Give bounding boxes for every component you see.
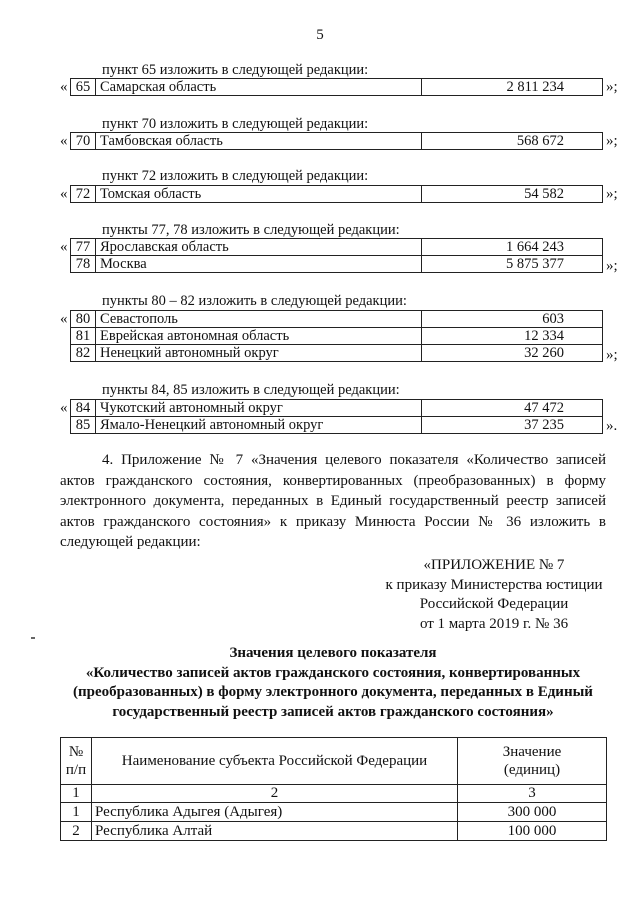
amendment-table (70, 399, 603, 434)
heading-line: государственный реестр записей актов гражданского состояния» (112, 703, 554, 720)
region-value: 1 664 243 (422, 239, 603, 256)
row-number: 1 (61, 803, 92, 822)
page-number: 5 (316, 27, 324, 43)
close-quote: »; (606, 258, 618, 274)
close-quote: »; (606, 186, 618, 202)
column-number-row (61, 785, 607, 803)
region-value: 32 260 (422, 345, 603, 362)
table-row (71, 345, 603, 362)
table-heading (60, 644, 606, 722)
table-row (71, 311, 603, 328)
region-value: 300 000 (458, 803, 607, 822)
open-quote: « (60, 79, 68, 95)
close-quote: »; (606, 347, 618, 363)
header-number (61, 738, 92, 785)
region-name: Еврейская автономная область (96, 328, 422, 345)
row-number: 85 (71, 417, 96, 434)
region-value: 603 (422, 311, 603, 328)
amendment-table (70, 238, 603, 273)
table-row (71, 239, 603, 256)
row-number: 81 (71, 328, 96, 345)
column-number: 2 (92, 785, 458, 803)
header-number-abbr: п/п (65, 762, 87, 778)
column-number: 1 (61, 785, 92, 803)
close-quote: »; (606, 79, 618, 95)
region-value: 37 235 (422, 417, 603, 434)
row-number: 84 (71, 400, 96, 417)
heading-line: «Количество записей актов гражданского состояния, конвертированных (85, 664, 581, 681)
header-value-unit: (единиц) (503, 762, 561, 778)
row-number: 65 (71, 79, 96, 96)
table-header-row (61, 738, 607, 785)
row-number: 80 (71, 311, 96, 328)
region-name: Чукотский автономный округ (96, 400, 422, 417)
table-row (71, 186, 603, 203)
region-name: Республика Адыгея (Адыгея) (92, 803, 458, 822)
region-value: 54 582 (422, 186, 603, 203)
section-intro: пункт 65 изложить в следующей редакции: (102, 62, 369, 78)
region-value: 100 000 (458, 822, 607, 841)
table-row (61, 803, 607, 822)
row-number: 2 (61, 822, 92, 841)
region-value: 12 334 (422, 328, 603, 345)
region-name: Ямало-Ненецкий автономный округ (96, 417, 422, 434)
region-value: 47 472 (422, 400, 603, 417)
region-value: 2 811 234 (422, 79, 603, 96)
header-value (458, 738, 607, 785)
region-name: Республика Алтай (92, 822, 458, 841)
appendix-line: к приказу Министерства юстиции (385, 576, 603, 593)
open-quote: « (60, 186, 68, 202)
appendix-date: от 1 марта 2019 г. № 36 (419, 615, 569, 632)
section-intro: пункты 80 – 82 изложить в следующей редакции: (102, 293, 407, 309)
header-number-sign: № (68, 744, 84, 760)
heading-line: Значения целевого показателя (229, 645, 437, 661)
region-name: Самарская область (96, 79, 422, 96)
region-name: Севастополь (96, 311, 422, 328)
open-quote: « (60, 311, 68, 327)
header-value-title: Значение (502, 744, 562, 760)
table-row (71, 133, 603, 150)
row-number: 70 (71, 133, 96, 150)
region-value: 568 672 (422, 133, 603, 150)
row-number: 82 (71, 345, 96, 362)
amendment-table (70, 310, 603, 362)
open-quote: « (60, 400, 68, 416)
region-name: Москва (96, 256, 422, 273)
section-intro: пункт 72 изложить в следующей редакции: (102, 168, 369, 184)
region-name: Тамбовская область (96, 133, 422, 150)
close-quote: ». (606, 418, 618, 434)
amendment-table (70, 132, 603, 150)
table-row (71, 79, 603, 96)
close-quote: »; (606, 133, 618, 149)
region-name: Ярославская область (96, 239, 422, 256)
amendment-table (70, 78, 603, 96)
open-quote: « (60, 239, 68, 255)
paragraph-4 (60, 450, 606, 553)
values-table (60, 737, 607, 841)
row-number: 78 (71, 256, 96, 273)
region-value: 5 875 377 (422, 256, 603, 273)
scan-mark (31, 637, 35, 639)
open-quote: « (60, 133, 68, 149)
amendment-table (70, 185, 603, 203)
appendix-title: «ПРИЛОЖЕНИЕ № 7 (423, 557, 565, 573)
row-number: 77 (71, 239, 96, 256)
region-name: Томская область (96, 186, 422, 203)
table-row (71, 328, 603, 345)
section-intro: пункт 70 изложить в следующей редакции: (102, 116, 369, 132)
appendix-block (380, 556, 608, 634)
header-name: Наименование субъекта Российской Федерации (92, 738, 458, 785)
table-row (71, 417, 603, 434)
section-intro: пункты 77, 78 изложить в следующей редакции: (102, 222, 400, 238)
column-number: 3 (458, 785, 607, 803)
table-row (71, 400, 603, 417)
section-intro: пункты 84, 85 изложить в следующей редакции: (102, 382, 400, 398)
paragraph-text: 4. Приложение № 7 «Значения целевого показателя «Количество записей актов гражданского состояния, конвертированных (преобразованных) в форму электронного документа, переданных в Единый государственный реестр записей актов гражданского состояния» к приказу Минюста России № 36 изложить в следующей редакции: (60, 452, 606, 550)
heading-line: (преобразованных) в форму электронного документа, переданных в Единый (73, 684, 593, 700)
row-number: 72 (71, 186, 96, 203)
appendix-line: Российской Федерации (419, 596, 569, 612)
region-name: Ненецкий автономный округ (96, 345, 422, 362)
table-row (71, 256, 603, 273)
table-row (61, 822, 607, 841)
